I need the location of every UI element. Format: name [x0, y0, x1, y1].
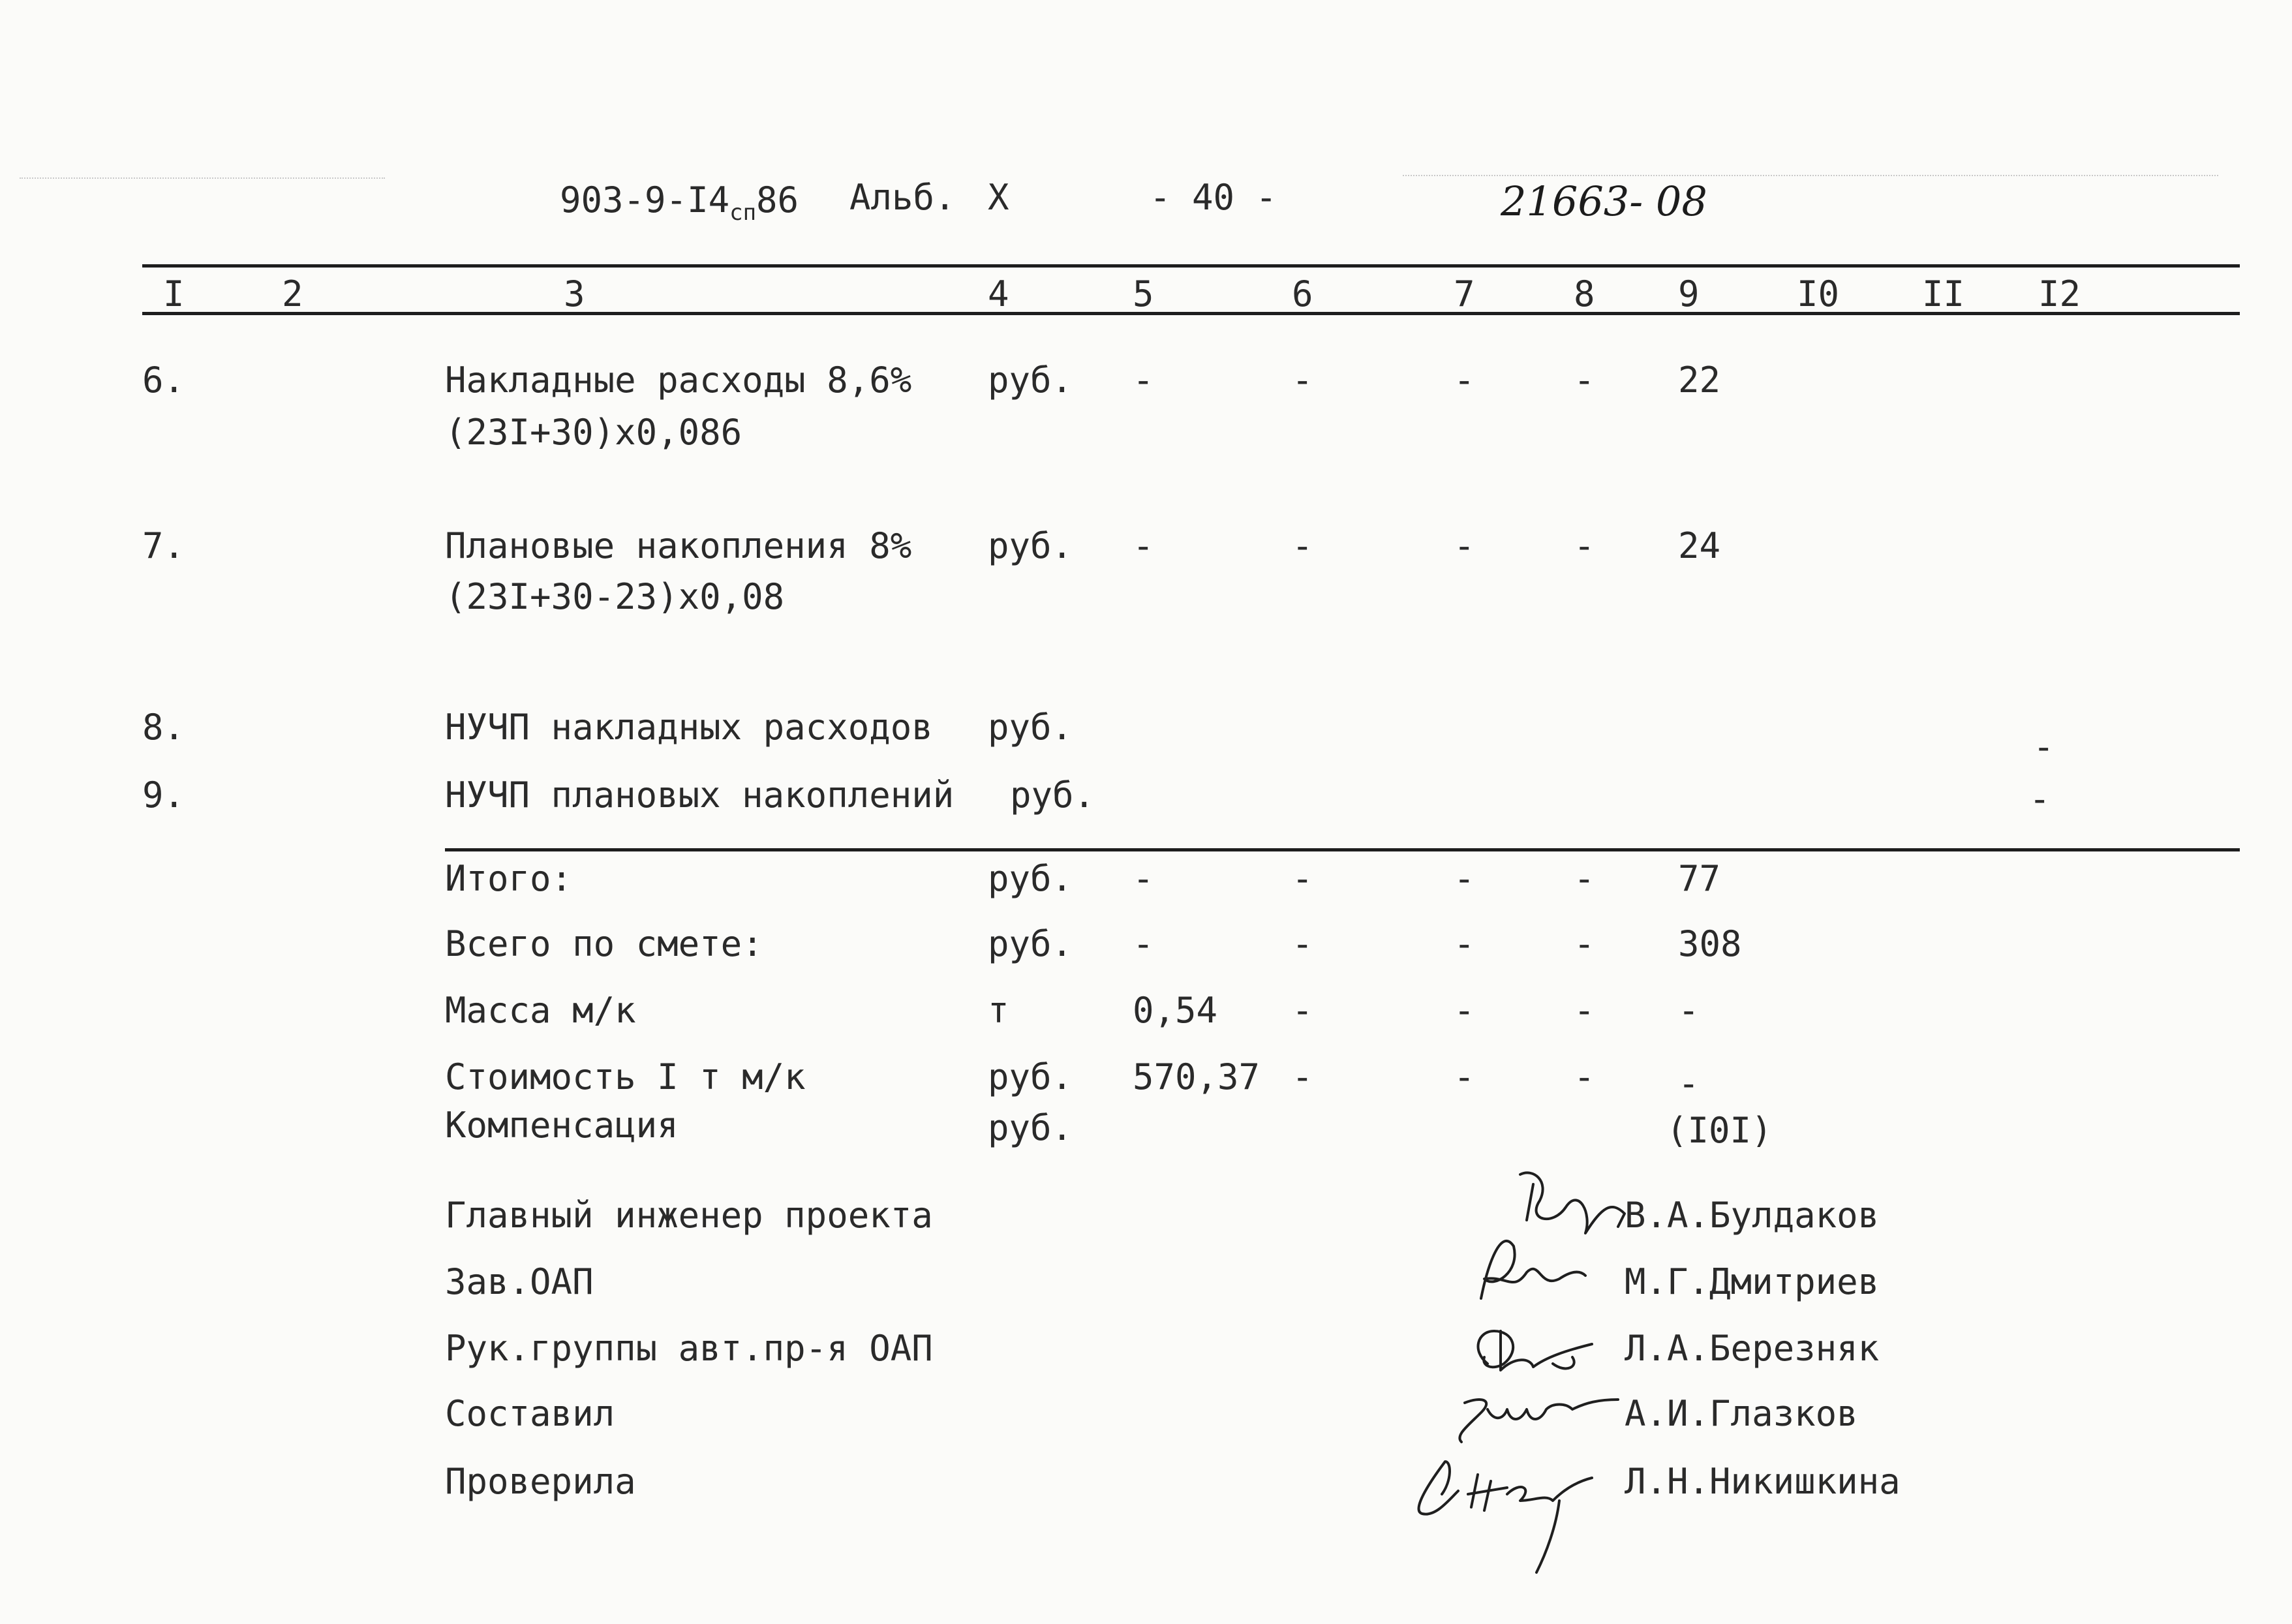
signer-role: Зав.ОАП [445, 1261, 594, 1302]
totals-name: Масса м/к [445, 990, 636, 1031]
row-number: 7. [142, 525, 185, 566]
row-unit: руб. [1010, 774, 1095, 816]
column-header-5: 5 [1133, 273, 1154, 314]
signer-role: Рук.группы авт.пр-я ОАП [445, 1328, 933, 1369]
row-number: 8. [142, 707, 185, 748]
row-name: Накладные расходы 8,6% [445, 360, 912, 401]
cell-col6: - [1292, 923, 1313, 964]
row-number: 6. [142, 360, 185, 401]
cell-col6: - [1292, 525, 1313, 566]
signature-scribble-4 [1459, 1400, 1618, 1442]
totals-unit: т [988, 990, 1009, 1031]
signer-role: Составил [445, 1393, 615, 1434]
totals-unit: руб. [988, 923, 1073, 964]
row-formula: (23I+30-23)x0,08 [445, 576, 785, 617]
cell-col7: - [1454, 990, 1475, 1031]
totals-name: Компенсация [445, 1105, 679, 1146]
document-code: $903-9-I4_{сп}86$ [560, 179, 799, 226]
column-header-2: 2 [282, 273, 303, 314]
cell-col5: 570,37 [1133, 1056, 1261, 1097]
signer-name: Л.Н.Никишкина [1625, 1461, 1901, 1502]
row-unit: руб. [988, 360, 1073, 401]
cell-col9: 22 [1678, 360, 1721, 401]
cell-col8: - [1574, 858, 1595, 899]
signer-role: Проверила [445, 1461, 636, 1502]
cell-col7: - [1454, 525, 1475, 566]
cell-col5: 0,54 [1133, 990, 1218, 1031]
cell-col9: - [1678, 990, 1700, 1031]
handwritten-number: 21663- 08 [1501, 177, 1707, 225]
cell-col7: - [1454, 923, 1475, 964]
cell-col6: - [1292, 360, 1313, 401]
cell-col8: - [1574, 1056, 1595, 1097]
cell-col5: - [1133, 923, 1154, 964]
row-unit: руб. [988, 525, 1073, 566]
signer-name: М.Г.Дмитриев [1625, 1261, 1880, 1302]
column-header-6: 6 [1292, 273, 1313, 314]
signature-scribble-1 [1520, 1172, 1625, 1233]
signer-name: А.И.Глазков [1625, 1393, 1858, 1434]
column-header-3: 3 [564, 273, 585, 314]
cell-col9: 77 [1678, 858, 1721, 899]
cell-col5: - [1133, 858, 1154, 899]
cell-col7: - [1454, 858, 1475, 899]
totals-name: Стоимость I т м/к [445, 1056, 806, 1097]
cell-col6: - [1292, 1056, 1313, 1097]
cell-col8: - [1574, 360, 1595, 401]
cell-col5: - [1133, 360, 1154, 401]
cell-col9: 308 [1678, 923, 1742, 964]
row-unit: руб. [988, 707, 1073, 748]
album-number: X [988, 177, 1009, 218]
signature-scribble-2 [1481, 1241, 1585, 1298]
column-header-8: 8 [1574, 273, 1595, 314]
cell-col9: (I0I) [1666, 1110, 1773, 1151]
row-number: 9. [142, 774, 185, 816]
cell-col9: 24 [1678, 525, 1721, 566]
totals-unit: руб. [988, 1107, 1073, 1148]
column-header-7: 7 [1454, 273, 1475, 314]
page-number: - 40 - [1150, 177, 1277, 218]
column-header-1: I [163, 273, 185, 314]
signer-name: Л.А.Березняк [1625, 1328, 1880, 1369]
column-header-4: 4 [988, 273, 1009, 314]
row-name: НУЧП накладных расходов [445, 707, 933, 748]
cell-col9: - [1678, 1063, 1700, 1104]
row-name: Плановые накопления 8% [445, 525, 912, 566]
totals-unit: руб. [988, 858, 1073, 899]
album-label: Альб. [849, 177, 956, 218]
totals-unit: руб. [988, 1056, 1073, 1097]
row-name: НУЧП плановых накоплений [445, 774, 955, 816]
cell-col12: - [2029, 778, 2051, 820]
cell-col8: - [1574, 990, 1595, 1031]
cell-col12: - [2033, 726, 2055, 767]
cell-col7: - [1454, 360, 1475, 401]
column-header-12: I2 [2038, 273, 2081, 314]
column-header-10: I0 [1797, 273, 1840, 314]
cell-col8: - [1574, 923, 1595, 964]
totals-name: Всего по смете: [445, 923, 763, 964]
cell-col6: - [1292, 990, 1313, 1031]
cell-col8: - [1574, 525, 1595, 566]
row-formula: (23I+30)x0,086 [445, 412, 742, 453]
signature-scribble-5 [1419, 1462, 1592, 1572]
signature-stroke-1b [1527, 1184, 1533, 1220]
totals-name: Итого: [445, 858, 573, 899]
column-header-11: II [1922, 273, 1965, 314]
cell-col6: - [1292, 858, 1313, 899]
cell-col7: - [1454, 1056, 1475, 1097]
column-header-9: 9 [1678, 273, 1700, 314]
cell-col5: - [1133, 525, 1154, 566]
signature-scribble-3 [1478, 1331, 1592, 1370]
signer-role: Главный инженер проекта [445, 1195, 933, 1236]
signer-name: В.А.Булдаков [1625, 1195, 1880, 1236]
